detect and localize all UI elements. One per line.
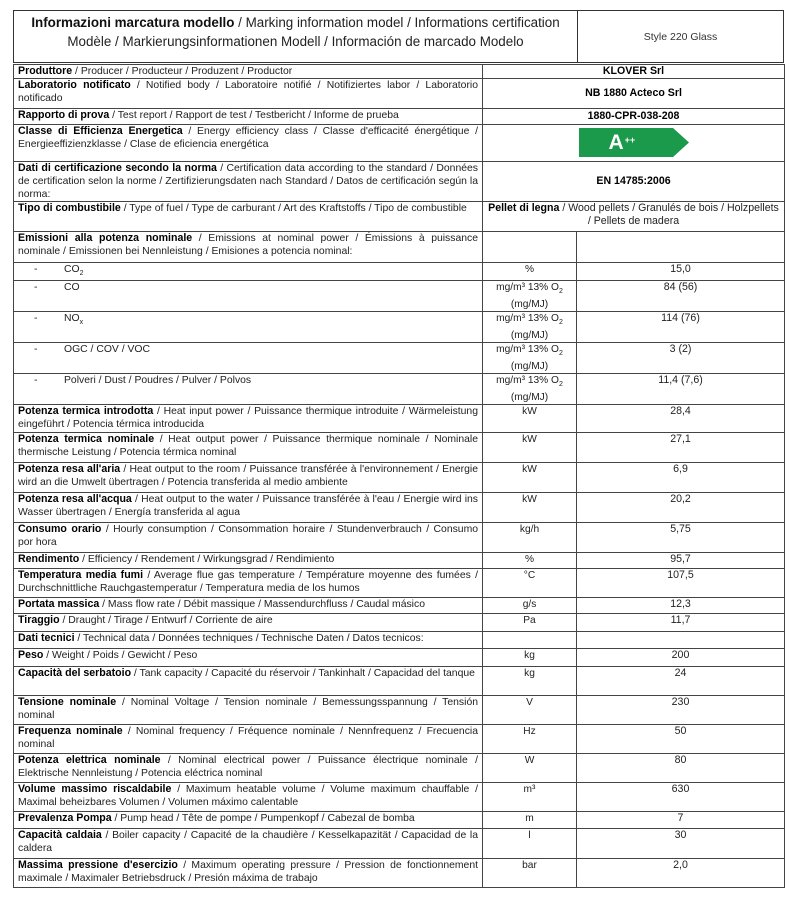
unit-cell: kW bbox=[483, 433, 577, 463]
unit-cell: kW bbox=[483, 463, 577, 493]
unit-cell bbox=[483, 632, 577, 649]
value-cell: 30 bbox=[577, 829, 785, 859]
unit-cell: m bbox=[483, 812, 577, 829]
label-cell bbox=[14, 405, 483, 433]
emission-label-cell bbox=[14, 343, 483, 374]
value-cell: NB 1880 Acteco Srl bbox=[483, 79, 785, 109]
label-text: / Hourly consumption / Consommation horaire / Stundenverbrauch / Consumo por hora bbox=[18, 524, 479, 549]
unit-cell: kg/h bbox=[483, 523, 577, 553]
label-text: / Nominal frequency / Fréquence nominale / Nennfrequenz / Frecuencia nominal bbox=[18, 726, 478, 751]
label-bold: Laboratorio notificato bbox=[18, 79, 131, 91]
label-bold: Potenza resa all'acqua bbox=[18, 493, 132, 506]
unit-cell: l bbox=[483, 829, 577, 859]
label-cell bbox=[14, 649, 483, 667]
emission-name: CO bbox=[64, 282, 80, 294]
value-cell: 12,3 bbox=[577, 598, 785, 614]
label-cell bbox=[14, 598, 483, 614]
label-bold: Dati tecnici bbox=[18, 632, 75, 645]
value-cell: 107,5 bbox=[577, 569, 785, 598]
unit-cell bbox=[483, 263, 577, 281]
table-row bbox=[14, 667, 785, 696]
label-cell bbox=[14, 725, 483, 754]
unit-cell: V bbox=[483, 696, 577, 725]
emission-subscript: x bbox=[79, 319, 84, 327]
value-cell: 15,0 bbox=[577, 263, 785, 281]
unit-cell bbox=[483, 281, 577, 312]
label-text: / Heat output power / Puissance thermique nominale / Nominale thermische Leistung / Potencia térmica nominal bbox=[18, 434, 478, 459]
value-cell: 20,2 bbox=[577, 493, 785, 523]
label-text: / Pump head / Tête de pompe / Pumpenkopf / Cabezal de bomba bbox=[111, 813, 415, 825]
spec-table bbox=[13, 64, 785, 888]
label-bold: Consumo orario bbox=[18, 523, 102, 536]
table-row bbox=[14, 79, 785, 109]
unit-cell: g/s bbox=[483, 598, 577, 614]
label-bold: Capacità del serbatoio bbox=[18, 667, 132, 680]
table-row bbox=[14, 783, 785, 812]
label-cell bbox=[14, 783, 483, 812]
label-cell bbox=[14, 523, 483, 553]
label-cell bbox=[14, 162, 483, 202]
label-text: / Heat input power / Puissance thermique introduite / Wärmeleistung eingeführt / Potencia térmica introducida bbox=[18, 406, 478, 431]
label-bold: Volume massimo riscaldabile bbox=[18, 783, 172, 796]
dash-marker: - bbox=[34, 344, 38, 356]
label-bold: Temperatura media fumi bbox=[18, 569, 144, 582]
fuel-bold: Pellet di legna bbox=[488, 202, 560, 214]
table-row bbox=[14, 598, 785, 614]
value-cell: EN 14785:2006 bbox=[483, 162, 785, 202]
label-text: / Technical data / Données techniques / Technische Daten / Datos tecnicos: bbox=[74, 633, 424, 645]
table-row bbox=[14, 65, 785, 79]
label-cell bbox=[14, 232, 483, 263]
value-cell: 95,7 bbox=[577, 553, 785, 569]
label-bold: Rendimento bbox=[18, 553, 80, 566]
label-cell bbox=[14, 632, 483, 649]
label-cell bbox=[14, 202, 483, 232]
label-bold: Dati di certificazione secondo la norma bbox=[18, 162, 217, 174]
unit-cell bbox=[483, 232, 577, 263]
header-title bbox=[14, 11, 578, 62]
unit-text-secondary: (mg/MJ) bbox=[510, 392, 549, 404]
table-row bbox=[14, 232, 785, 263]
label-cell bbox=[14, 667, 483, 696]
energy-class-badge bbox=[579, 128, 689, 157]
unit-subscript: 2 bbox=[558, 288, 563, 296]
label-cell bbox=[14, 463, 483, 493]
label-text: / Nominal Voltage / Tension nominale / Bemessungsspannung / Tensión nominal bbox=[18, 697, 478, 722]
table-row bbox=[14, 263, 785, 281]
header-box bbox=[13, 10, 784, 63]
label-bold: Potenza termica introdotta bbox=[18, 405, 154, 418]
value-cell: 200 bbox=[577, 649, 785, 667]
table-row bbox=[14, 202, 785, 232]
value-cell bbox=[483, 202, 785, 232]
label-text: / Heat output to the room / Puissance transférée à l'environnement / Energie wird an die Umwelt übertragen / Potencia transferida al medio ambiente bbox=[18, 464, 478, 489]
label-bold: Prevalenza Pompa bbox=[18, 812, 112, 825]
label-text: / Draught / Tirage / Entwurf / Corriente de aire bbox=[59, 615, 273, 627]
value-cell bbox=[577, 232, 785, 263]
model-name: Style 220 Glass bbox=[643, 30, 718, 43]
value-cell: 11,7 bbox=[577, 614, 785, 632]
value-cell: 630 bbox=[577, 783, 785, 812]
label-text: / Notified body / Laboratoire notifié / Notifiziertes labor / Laboratorio notificado bbox=[18, 80, 478, 104]
value-cell: 28,4 bbox=[577, 405, 785, 433]
table-row bbox=[14, 463, 785, 493]
table-row bbox=[14, 632, 785, 649]
emission-subscript: 2 bbox=[79, 270, 84, 278]
unit-text-secondary: (mg/MJ) bbox=[510, 299, 549, 311]
label-cell bbox=[14, 829, 483, 859]
value-cell: KLOVER Srl bbox=[483, 65, 785, 79]
emission-label-cell bbox=[14, 312, 483, 343]
label-text: / Boiler capacity / Capacité de la chaudière / Kesselkapazität / Capacidad de la caldera bbox=[18, 830, 478, 855]
label-text: / Certification data according to the standard / Données de certification selon la norme / Zertifizierungsdaten nach Standard / Datos de certificación según la norma: bbox=[18, 163, 478, 200]
table-row bbox=[14, 162, 785, 202]
unit-cell: kg bbox=[483, 649, 577, 667]
unit-text: mg/m³ 13% O bbox=[496, 375, 559, 387]
label-cell bbox=[14, 553, 483, 569]
unit-subscript: 2 bbox=[558, 350, 563, 358]
table-row bbox=[14, 725, 785, 754]
label-bold: Produttore bbox=[18, 65, 73, 77]
emission-label-cell bbox=[14, 281, 483, 312]
table-row bbox=[14, 523, 785, 553]
table-row bbox=[14, 614, 785, 632]
value-cell: 6,9 bbox=[577, 463, 785, 493]
value-cell bbox=[577, 632, 785, 649]
label-cell bbox=[14, 109, 483, 125]
label-text: / Efficiency / Rendement / Wirkungsgrad / Rendimiento bbox=[79, 554, 335, 566]
value-cell: 114 (76) bbox=[577, 312, 785, 343]
header-title-bold: Informazioni marcatura modello bbox=[31, 15, 235, 30]
emission-name: Polveri / Dust / Poudres / Pulver / Polvos bbox=[64, 375, 252, 387]
table-row bbox=[14, 281, 785, 312]
value-cell: 24 bbox=[577, 667, 785, 696]
value-cell: 1880-CPR-038-208 bbox=[483, 109, 785, 125]
unit-text: mg/m³ 13% O bbox=[496, 282, 559, 294]
unit-cell: Pa bbox=[483, 614, 577, 632]
table-row bbox=[14, 569, 785, 598]
energy-class-letter: A bbox=[608, 131, 624, 154]
unit-text-secondary: (mg/MJ) bbox=[510, 361, 549, 373]
label-cell bbox=[14, 812, 483, 829]
emission-label-cell bbox=[14, 263, 483, 281]
energy-class-label bbox=[609, 129, 636, 156]
unit-cell: Hz bbox=[483, 725, 577, 754]
label-text: / Type of fuel / Type de carburant / Art des Kraftstoffs / Tipo de combustible bbox=[120, 203, 467, 214]
label-bold: Frequenza nominale bbox=[18, 725, 123, 738]
table-row bbox=[14, 405, 785, 433]
value-cell: 230 bbox=[577, 696, 785, 725]
label-text: / Maximum operating pressure / Pression de fonctionnement maximale / Maximaler Betriebsdruck / Presión máxima de trabajo bbox=[18, 860, 478, 885]
label-text: / Weight / Poids / Gewicht / Peso bbox=[43, 650, 198, 662]
table-row bbox=[14, 553, 785, 569]
value-cell: 7 bbox=[577, 812, 785, 829]
unit-text: % bbox=[524, 264, 535, 275]
unit-subscript: 2 bbox=[558, 319, 563, 327]
unit-cell bbox=[483, 343, 577, 374]
label-bold: Peso bbox=[18, 649, 44, 662]
unit-cell: W bbox=[483, 754, 577, 783]
unit-text: mg/m³ 13% O bbox=[496, 313, 559, 325]
label-text: / Producer / Producteur / Produzent / Productor bbox=[72, 66, 293, 77]
label-cell bbox=[14, 65, 483, 79]
value-cell: 11,4 (7,6) bbox=[577, 374, 785, 405]
value-cell: 27,1 bbox=[577, 433, 785, 463]
table-row bbox=[14, 829, 785, 859]
table-row bbox=[14, 125, 785, 162]
label-text: / Average flue gas temperature / Température moyenne des fumées / Durchschnittliche Rauchgastemperatur / Temperatura media de los humos bbox=[18, 570, 478, 595]
label-text: / Test report / Rapport de test / Testbericht / Informe de prueba bbox=[109, 110, 399, 121]
emission-name: OGC / COV / VOC bbox=[64, 344, 151, 356]
unit-cell: % bbox=[483, 553, 577, 569]
label-bold: Rapporto di prova bbox=[18, 109, 110, 121]
unit-cell: kW bbox=[483, 493, 577, 523]
table-row bbox=[14, 109, 785, 125]
unit-cell bbox=[483, 374, 577, 405]
unit-text: mg/m³ 13% O bbox=[496, 344, 559, 356]
unit-cell: °C bbox=[483, 569, 577, 598]
label-bold: Massima pressione d'esercizio bbox=[18, 859, 178, 872]
label-bold: Potenza resa all'aria bbox=[18, 463, 121, 476]
label-bold: Capacità caldaia bbox=[18, 829, 102, 842]
label-cell bbox=[14, 754, 483, 783]
emission-name: CO bbox=[64, 264, 80, 275]
label-cell bbox=[14, 569, 483, 598]
value-cell: 2,0 bbox=[577, 859, 785, 888]
label-text: / Emissions at nominal power / Émissions à puissance nominale / Emissionen bei Nennleistung / Emisiones a potencia nominal: bbox=[18, 233, 478, 257]
emission-label-cell bbox=[14, 374, 483, 405]
unit-cell: bar bbox=[483, 859, 577, 888]
table-row bbox=[14, 343, 785, 374]
table-row bbox=[14, 433, 785, 463]
energy-class-cell bbox=[483, 125, 785, 162]
label-text: / Maximum heatable volume / Volume maximum chauffable / Maximal beheizbares Volumen / Volumen máximo calentable bbox=[18, 784, 479, 809]
label-bold: Tensione nominale bbox=[18, 696, 117, 709]
label-cell bbox=[14, 859, 483, 888]
label-text: / Energy efficiency class / Classe d'efficacité énergétique / Energieeffizienzklasse / Clase de eficiencia energética bbox=[18, 126, 478, 150]
table-row bbox=[14, 312, 785, 343]
label-bold: Emissioni alla potenza nominale bbox=[18, 232, 193, 244]
label-cell bbox=[14, 493, 483, 523]
value-cell: 3 (2) bbox=[577, 343, 785, 374]
table-row bbox=[14, 649, 785, 667]
emission-name: NO bbox=[64, 313, 80, 325]
table-row bbox=[14, 696, 785, 725]
unit-text-secondary: (mg/MJ) bbox=[510, 330, 549, 342]
label-text: / Nominal electrical power / Puissance électrique nominale / Elektrische Nennleistung / Potencia eléctrica nominal bbox=[18, 755, 478, 780]
dash-marker: - bbox=[34, 282, 38, 294]
label-text: / Heat output to the water / Puissance transférée à l'eau / Energie wird ins Wasser übertragen / Energía transferida al agua bbox=[18, 494, 478, 519]
fuel-text: / Wood pellets / Granulés de bois / Holzpellets / Pellets de madera bbox=[559, 202, 779, 227]
unit-cell: kg bbox=[483, 667, 577, 696]
value-cell: 50 bbox=[577, 725, 785, 754]
label-bold: Potenza elettrica nominale bbox=[18, 754, 161, 767]
label-cell bbox=[14, 696, 483, 725]
label-cell bbox=[14, 125, 483, 162]
header-title-rest: / Marking information model / Informations certification Modèle / Markierungsinformationen Modell / Información de marcado Modelo bbox=[67, 15, 560, 49]
value-cell: 80 bbox=[577, 754, 785, 783]
value-cell: 5,75 bbox=[577, 523, 785, 553]
unit-cell: m³ bbox=[483, 783, 577, 812]
unit-cell: kW bbox=[483, 405, 577, 433]
dash-marker: - bbox=[34, 313, 38, 325]
table-row bbox=[14, 374, 785, 405]
label-cell bbox=[14, 614, 483, 632]
label-bold: Tipo di combustibile bbox=[18, 202, 121, 214]
table-row bbox=[14, 859, 785, 888]
table-row bbox=[14, 493, 785, 523]
unit-cell bbox=[483, 312, 577, 343]
label-cell bbox=[14, 79, 483, 109]
label-bold: Classe di Efficienza Energetica bbox=[18, 125, 183, 137]
label-bold: Potenza termica nominale bbox=[18, 433, 155, 446]
table-row bbox=[14, 754, 785, 783]
label-text: / Mass flow rate / Débit massique / Massendurchfluss / Caudal másico bbox=[99, 599, 425, 611]
value-cell: 84 (56) bbox=[577, 281, 785, 312]
dash-marker: - bbox=[34, 264, 38, 275]
energy-class-plus: ++ bbox=[624, 135, 636, 145]
label-cell bbox=[14, 433, 483, 463]
label-bold: Tiraggio bbox=[18, 614, 60, 627]
dash-marker: - bbox=[34, 375, 38, 387]
unit-subscript: 2 bbox=[558, 381, 563, 389]
table-row bbox=[14, 812, 785, 829]
label-bold: Portata massica bbox=[18, 598, 100, 611]
label-text: / Tank capacity / Capacité du réservoir / Tankinhalt / Capacidad del tanque bbox=[131, 668, 475, 680]
